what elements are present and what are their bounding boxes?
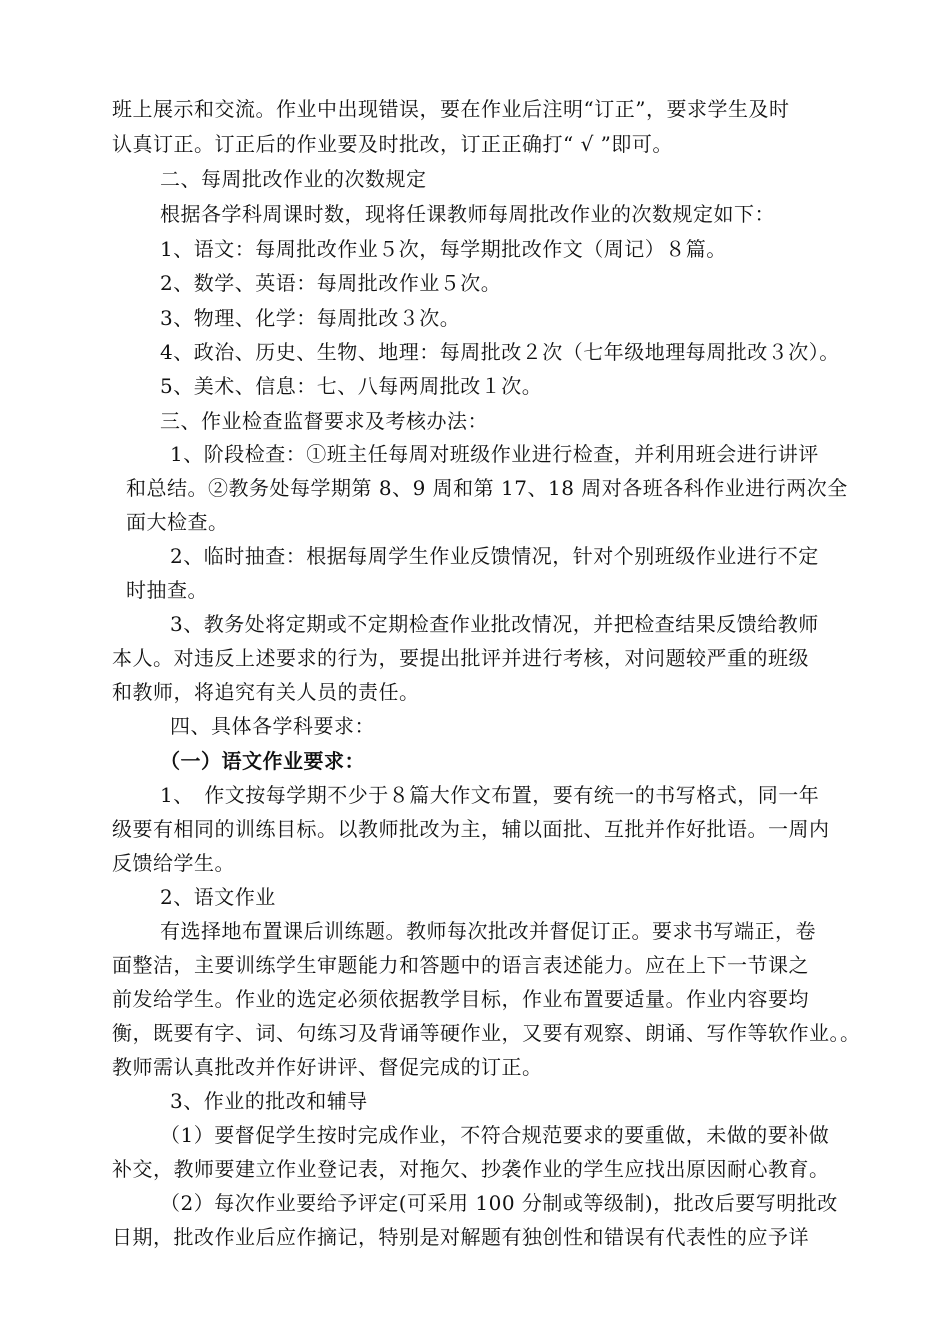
text-line: 根据各学科周课时数，现将任课教师每周批改作业的次数规定如下： bbox=[160, 202, 775, 226]
text-line: 班上展示和交流。作业中出现错误，要在作业后注明“订正”，要求学生及时 bbox=[112, 97, 790, 121]
text-line: 2、语文作业 bbox=[160, 885, 276, 909]
text-line: 3、作业的批改和辅导 bbox=[170, 1089, 368, 1113]
text-line: 2、临时抽查：根据每周学生作业反馈情况，针对个别班级作业进行不定 bbox=[170, 544, 819, 568]
text-line: 认真订正。订正后的作业要及时批改，订正正确打“ √ ”即可。 bbox=[112, 132, 673, 156]
section-heading: 三、作业检查监督要求及考核办法： bbox=[160, 409, 488, 433]
list-item: 1、语文：每周批改作业５次，每学期批改作文（周记）８篇。 bbox=[160, 237, 727, 261]
section-heading: 二、每周批改作业的次数规定 bbox=[160, 167, 427, 191]
section-heading: 四、具体各学科要求： bbox=[170, 714, 375, 738]
text-line: 本人。对违反上述要求的行为，要提出批评并进行考核，对问题较严重的班级 bbox=[112, 646, 809, 670]
list-item: 5、美术、信息：七、八每两周批改１次。 bbox=[160, 374, 543, 398]
text-line: 和教师，将追究有关人员的责任。 bbox=[112, 680, 420, 704]
text-line: 有选择地布置课后训练题。教师每次批改并督促订正。要求书写端正，卷 bbox=[160, 919, 816, 943]
list-item: 4、政治、历史、生物、地理：每周批改２次（七年级地理每周批改３次）。 bbox=[160, 340, 840, 364]
text-line: （2）每次作业要给予评定(可采用 100 分制或等级制)，批改后要写明批改 bbox=[160, 1191, 838, 1215]
text-line: 日期，批改作业后应作摘记，特别是对解题有独创性和错误有代表性的应予详 bbox=[112, 1225, 809, 1249]
text-line: 面整洁，主要训练学生审题能力和答题中的语言表述能力。应在上下一节课之 bbox=[112, 953, 809, 977]
text-line: 教师需认真批改并作好讲评、督促完成的订正。 bbox=[112, 1055, 543, 1079]
list-item: 3、物理、化学：每周批改３次。 bbox=[160, 306, 461, 330]
text-line: 反馈给学生。 bbox=[112, 851, 235, 875]
text-line: 面大检查。 bbox=[126, 510, 229, 534]
text-line: 前发给学生。作业的选定必须依据教学目标，作业布置要适量。作业内容要均 bbox=[112, 987, 809, 1011]
subsection-heading: （一）语文作业要求： bbox=[160, 749, 365, 773]
text-line: （1）要督促学生按时完成作业，不符合规范要求的要重做，未做的要补做 bbox=[160, 1123, 830, 1147]
list-item: 2、数学、英语：每周批改作业５次。 bbox=[160, 271, 502, 295]
text-line: 1、 作文按每学期不少于８篇大作文布置，要有统一的书写格式，同一年 bbox=[160, 783, 820, 807]
text-line: 时抽查。 bbox=[126, 578, 208, 602]
text-line: 和总结。②教务处每学期第 8、9 周和第 17、18 周对各班各科作业进行两次全 bbox=[126, 476, 848, 500]
text-line: 补交，教师要建立作业登记表，对拖欠、抄袭作业的学生应找出原因耐心教育。 bbox=[112, 1157, 830, 1181]
text-line: 1、阶段检查：①班主任每周对班级作业进行检查，并利用班会进行讲评 bbox=[170, 442, 819, 466]
text-line: 衡，既要有字、词、句练习及背诵等硬作业，又要有观察、朗诵、写作等软作业。。 bbox=[112, 1021, 861, 1045]
text-line: 级要有相同的训练目标。以教师批改为主，辅以面批、互批并作好批语。一周内 bbox=[112, 817, 830, 841]
text-line: 3、教务处将定期或不定期检查作业批改情况，并把检查结果反馈给教师 bbox=[170, 612, 819, 636]
